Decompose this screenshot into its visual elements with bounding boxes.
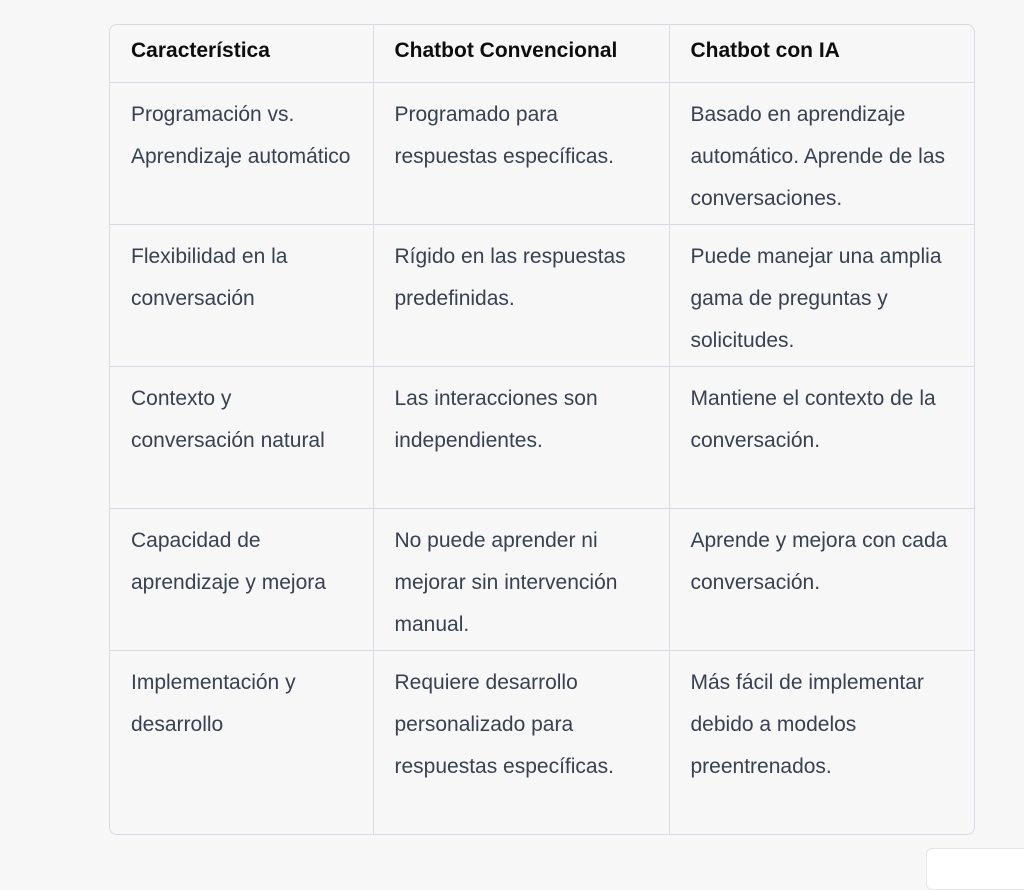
table-cell: Mantiene el contexto de la conversación. (669, 366, 974, 508)
table-row (110, 366, 974, 508)
table-cell: Más fácil de implementar debido a modelos preentrenados. (690, 670, 924, 778)
comparison-table-container (109, 24, 975, 835)
table-row (110, 650, 974, 834)
table-cell: Puede manejar una amplia gama de preguntas y solicitudes. (669, 224, 974, 366)
table-cell: Rígido en las respuestas predefinidas. (373, 224, 669, 366)
table-cell: No puede aprender ni mejorar sin intervención manual. (373, 508, 669, 650)
table-cell: Las interacciones son independientes. (373, 366, 669, 508)
table-cell: Programado para respuestas específicas. (373, 82, 669, 224)
header-chatbot-ia: Chatbot con IA (669, 25, 974, 82)
header-chatbot-convencional: Chatbot Convencional (373, 25, 669, 82)
scroll-to-bottom-button[interactable] (926, 848, 1024, 890)
table-cell: Requiere desarrollo personalizado para respuestas específicas. (373, 650, 669, 834)
table-cell: Contexto y conversación natural (110, 366, 373, 508)
table-row (110, 224, 974, 366)
table-cell: Implementación y desarrollo (110, 650, 373, 834)
table-cell: Basado en aprendizaje automático. Aprende de las conversaciones. (669, 82, 974, 224)
header-caracteristica: Característica (110, 25, 373, 82)
table-header-row (110, 25, 974, 82)
table-row (110, 508, 974, 650)
table-cell: Flexibilidad en la conversación (110, 224, 373, 366)
table-cell: Aprende y mejora con cada conversación. (669, 508, 974, 650)
table-row (110, 82, 974, 224)
table-cell: Capacidad de aprendizaje y mejora (110, 508, 373, 650)
table-cell: Programación vs. Aprendizaje automático (110, 82, 373, 224)
comparison-table (110, 25, 974, 834)
